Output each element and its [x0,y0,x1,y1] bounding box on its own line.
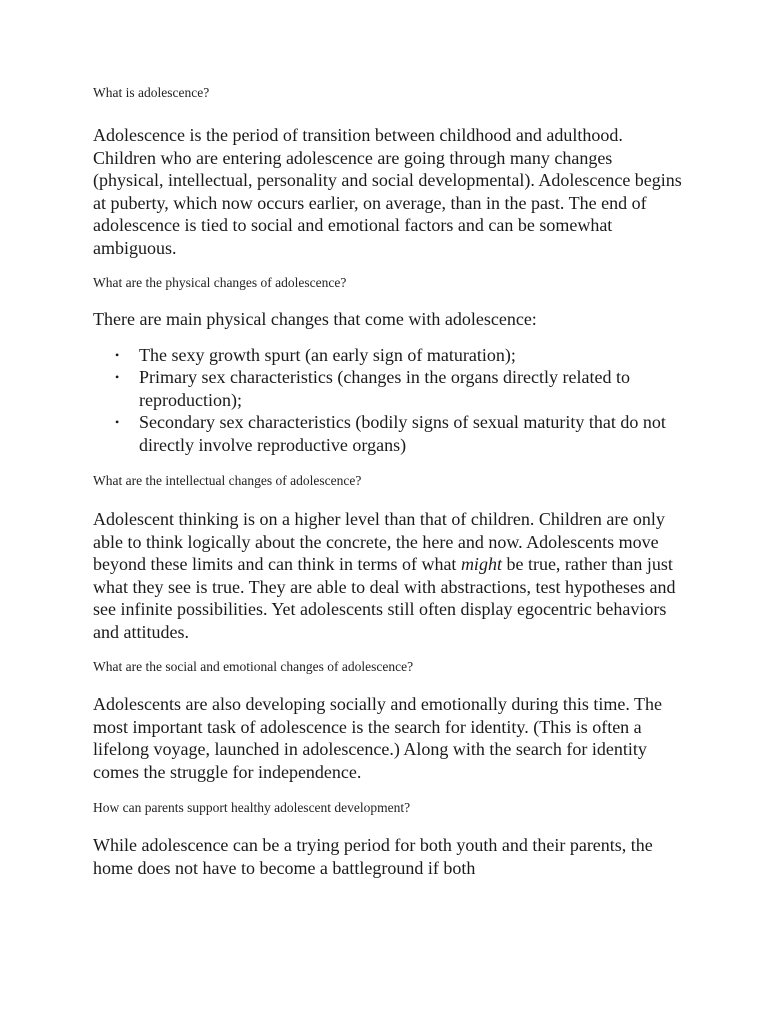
physical-changes-list [93,344,683,457]
list-item [93,344,683,367]
paragraph-physical-changes: There are main physical changes that come with adolescence: [93,309,537,329]
heading-social-emotional-changes: What are the social and emotional changes of adolescence? [93,659,414,674]
paragraph-text-end: be true, rather than just what they see is true. They are able to deal with abstractions, test hypotheses and see infinite possibilities. Yet adolescents still often display egocentric behaviors and attitudes. [93,554,676,642]
heading-what-is-adolescence: What is adolescence? [93,85,210,100]
list-item [93,366,683,411]
paragraph-intellectual-changes [93,508,683,643]
paragraph-parent-support: While adolescence can be a trying period for both youth and their parents, the home does not have to become a battleground if both [93,835,653,878]
list-item-text: Secondary sex characteristics (bodily signs of sexual maturity that do not directly involve reproductive organs) [139,412,666,455]
document-page [93,84,683,879]
emphasized-word: might [460,554,502,574]
list-item [93,411,683,456]
list-item-text: Primary sex characteristics (changes in the organs directly related to reproduction); [139,367,630,410]
bullet-icon: • [115,370,120,384]
heading-parent-support: How can parents support healthy adolescent development? [93,800,411,815]
bullet-icon: • [115,415,120,429]
heading-physical-changes: What are the physical changes of adolescence? [93,275,347,290]
paragraph-what-is-adolescence: Adolescence is the period of transition between childhood and adulthood. Children who are entering adolescence are going through many changes (physical, intellectual, personality and social developmental). Adolescence begins at puberty, which now occurs earlier, on average, than in the past. The end of adolescence is tied to social and emotional factors and can be somewhat ambiguous. [93,125,682,258]
list-item-text: The sexy growth spurt (an early sign of maturation); [139,344,516,365]
paragraph-text-start: Adolescent thinking is on a higher level than that of children. Children are only able to think logically about the concrete, the here and now. Adolescents move beyond these limits and can think in terms of what [93,509,665,574]
bullet-icon: • [115,347,120,362]
heading-intellectual-changes: What are the intellectual changes of adolescence? [93,473,362,488]
paragraph-social-emotional-changes: Adolescents are also developing socially and emotionally during this time. The most important task of adolescence is the search for identity. (This is often a lifelong voyage, launched in adolescence.) Along with the search for identity comes the struggle for independence. [93,694,663,782]
